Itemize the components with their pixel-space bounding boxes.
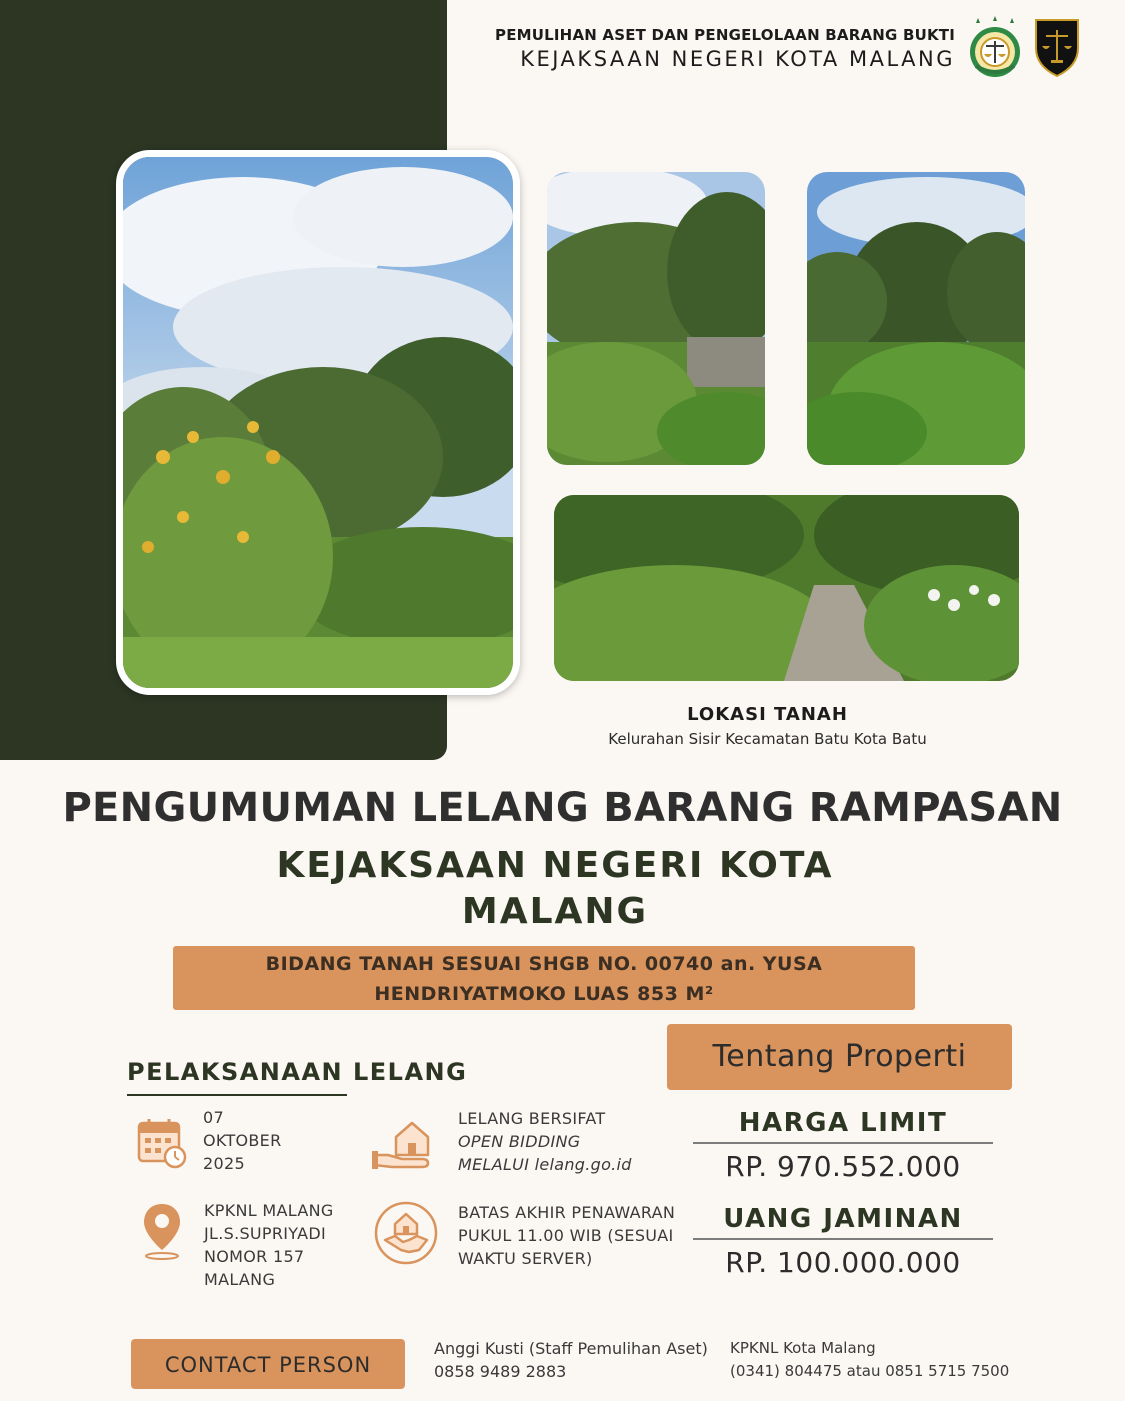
- auction-execution-underline: [127, 1094, 347, 1096]
- office-title: [200, 843, 910, 935]
- location-title: LOKASI TANAH: [687, 704, 848, 725]
- location-caption: [600, 704, 935, 748]
- auction-place-line3: NOMOR 157: [204, 1247, 305, 1266]
- bidding-type: [458, 1107, 632, 1176]
- land-photo-top-right: [807, 172, 1025, 465]
- deposit-label: UANG JAMINAN: [723, 1204, 963, 1234]
- land-photo-bottom: [554, 495, 1019, 681]
- announcement-title: PENGUMUMAN LELANG BARANG RAMPASAN: [62, 785, 1063, 831]
- auction-place-line1: KPKNL MALANG: [204, 1201, 334, 1220]
- bidding-type-line2: OPEN BIDDING: [458, 1132, 581, 1151]
- about-property-button: Tentang Properti: [667, 1024, 1012, 1090]
- bid-deadline-line3: WAKTU SERVER): [458, 1249, 593, 1268]
- price-limit-divider: [693, 1142, 993, 1144]
- auction-date-month: OKTOBER: [203, 1131, 282, 1150]
- land-photo-main: [116, 150, 520, 695]
- bidding-type-line1: LELANG BERSIFAT: [458, 1109, 606, 1128]
- contact-person-2-name: KPKNL Kota Malang: [730, 1339, 876, 1357]
- auction-place-line4: MALANG: [204, 1270, 276, 1289]
- contact-person-1-phone: 0858 9489 2883: [434, 1362, 567, 1381]
- contact-person-2: [730, 1337, 1009, 1383]
- property-description-line2: HENDRIYATMOKO LUAS 853 M²: [374, 983, 714, 1005]
- price-limit-block: [693, 1108, 993, 1183]
- deposit-value: RP. 100.000.000: [725, 1246, 961, 1279]
- bid-deadline-line2: PUKUL 11.00 WIB (SESUAI: [458, 1226, 674, 1245]
- property-description-banner: [173, 946, 915, 1010]
- kejaksaan-seal-logo: [966, 14, 1024, 78]
- handshake-house-icon: [373, 1200, 439, 1270]
- contact-person-1-name: Anggi Kusti (Staff Pemulihan Aset): [434, 1339, 708, 1358]
- bid-deadline-line1: BATAS AKHIR PENAWARAN: [458, 1203, 676, 1222]
- bidding-type-line3: MELALUI lelang.go.id: [458, 1155, 632, 1174]
- office-title-line2: MALANG: [461, 891, 649, 932]
- contact-person-2-phone: (0341) 804475 atau 0851 5715 7500: [730, 1362, 1010, 1380]
- header-office: KEJAKSAAN NEGERI KOTA MALANG: [520, 47, 955, 71]
- land-photo-top-middle: [547, 172, 765, 465]
- shield-scales-logo: [1032, 14, 1082, 78]
- header: [495, 26, 955, 71]
- auction-execution-title: PELAKSANAAN LELANG: [127, 1058, 468, 1086]
- deposit-block: [693, 1204, 993, 1279]
- bid-deadline: [458, 1201, 675, 1270]
- auction-date-day: 07: [203, 1108, 224, 1127]
- contact-person-button: CONTACT PERSON: [131, 1339, 405, 1389]
- price-limit-value: RP. 970.552.000: [725, 1150, 961, 1183]
- auction-place: [204, 1199, 334, 1291]
- auction-date-year: 2025: [203, 1154, 245, 1173]
- deposit-divider: [693, 1238, 993, 1240]
- auction-place-line2: JL.S.SUPRIYADI: [204, 1224, 327, 1243]
- house-hand-icon: [372, 1115, 436, 1175]
- price-limit-label: HARGA LIMIT: [738, 1108, 948, 1138]
- auction-date: [203, 1106, 282, 1175]
- location-pin-icon: [142, 1202, 182, 1264]
- location-subtitle: Kelurahan Sisir Kecamatan Batu Kota Batu: [608, 730, 927, 748]
- calendar-icon: [137, 1117, 187, 1173]
- contact-person-1: [434, 1337, 708, 1383]
- property-description-line1: BIDANG TANAH SESUAI SHGB NO. 00740 an. YUSA: [265, 953, 823, 975]
- header-department: PEMULIHAN ASET DAN PENGELOLAAN BARANG BUKTI: [495, 26, 955, 44]
- office-title-line1: KEJAKSAAN NEGERI KOTA: [276, 845, 834, 886]
